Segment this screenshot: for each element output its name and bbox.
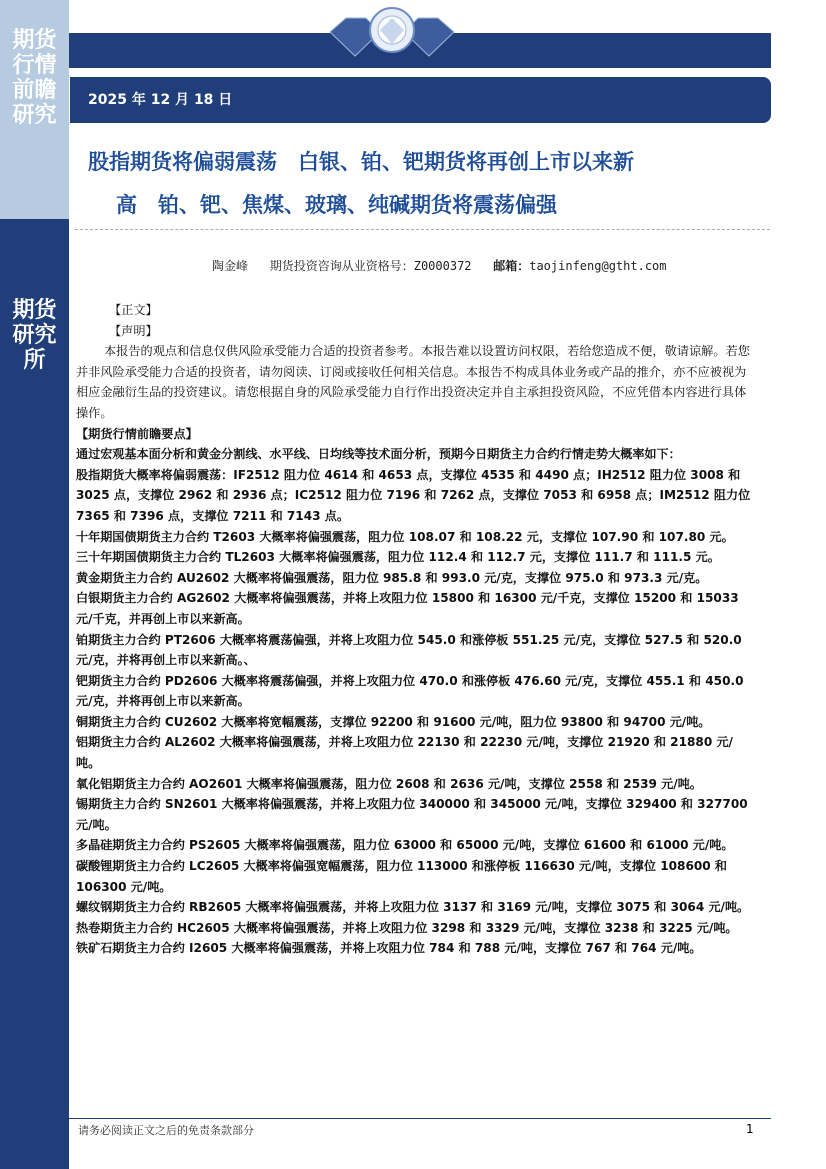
date-banner [70,77,771,123]
section-statement-label: 【声明】 [109,323,158,338]
intro-paragraph: 通过宏观基本面分析和黄金分割线、水平线、日均线等技术面分析，预期今日期货主力合约行情走势大概率如下： [76,447,681,462]
report-body [76,300,756,959]
forecast-item: 白银期货主力合约 AG2602 大概率将偏强震荡，并将上攻阻力位 15800 和 16300 元/千克，支撑位 15200 和 15033 元/千克，并再创上市以来新高。 [76,591,739,626]
sidebar-bottom-label: 期货研究所 [12,297,57,373]
report-date: 2025 年 12 月 18 日 [88,92,233,108]
forecast-item: 铁矿石期货主力合约 I2605 大概率将偏强震荡，并将上攻阻力位 784 和 788 元/吨，支撑位 767 和 764 元/吨。 [76,941,702,956]
divider [75,229,770,230]
author-name: 陶金峰 [212,259,249,273]
forecast-item: 氧化铝期货主力合约 AO2601 大概率将偏强震荡，阻力位 2608 和 2636 元/吨，支撑位 2558 和 2539 元/吨。 [76,776,702,791]
forecast-item: 黄金期货主力合约 AU2602 大概率将偏强震荡，阻力位 985.8 和 993.0 元/克，支撑位 975.0 和 973.3 元/克。 [76,570,708,585]
title-line-1: 股指期货将偏弱震荡 白银、铂、钯期货将再创上市以来新 [88,149,634,174]
footer-divider [69,1118,771,1119]
forecast-item: 锡期货主力合约 SN2601 大概率将偏强震荡，并将上攻阻力位 340000 和 345000 元/吨，支撑位 329400 和 327700 元/吨。 [76,797,748,832]
forecast-item: 铝期货主力合约 AL2602 大概率将偏强震荡，并将上攻阻力位 22130 和 22230 元/吨，支撑位 21920 和 21880 元/吨。 [76,735,733,771]
statement-paragraph: 本报告的观点和信息仅供风险承受能力合适的投资者参考。本报告难以设置访问权限，若给您造成不便，敬请谅解。若您并非风险承受能力合适的投资者，请勿阅读、订阅或接收任何相关信息。本报告不构成具体业务或产品的推介，亦不应被视为相应金融衍生品的投资建议。请您根据自身的风险承受能力自行作出投资决定并自主承担投资风险，不应凭借本内容进行具体操作。 [76,344,750,420]
section-main-label: 【正文】 [109,303,158,317]
forecast-item: 碳酸锂期货主力合约 LC2605 大概率将偏强宽幅震荡，阻力位 113000 和涨停板 116630 元/吨，支撑位 108600 和 106300 元/吨。 [76,859,727,894]
sidebar-top-label: 期货行情前瞻研究 [12,27,57,128]
forecast-item: 多晶硅期货主力合约 PS2605 大概率将偏强震荡，阻力位 63000 和 65000 元/吨，支撑位 61600 和 61000 元/吨。 [76,838,734,853]
cert-label: 期货投资咨询从业资格号： [269,259,414,273]
forecast-item: 十年期国债期货主力合约 T2603 大概率将偏强震荡，阻力位 108.07 和 108.22 元，支撑位 107.90 和 107.80 元。 [76,529,734,544]
author-email[interactable]: taojinfeng@gtht.com [529,259,667,273]
sidebar-top-panel [0,0,69,219]
cert-number: Z0000372 [413,259,472,273]
forecast-list [76,465,756,959]
report-title [88,140,768,226]
footer-disclaimer: 请务必阅读正文之后的免责条款部分 [78,1124,254,1137]
forecast-item: 铂期货主力合约 PT2606 大概率将震荡偏强，并将上攻阻力位 545.0 和涨停板 551.25 元/克，支撑位 527.5 和 520.0 元/克，并将再创上市以来新高。、 [76,632,742,668]
page-number: 1 [746,1122,754,1136]
forecast-item: 钯期货主力合约 PD2606 大概率将震荡偏强，并将上攻阻力位 470.0 和涨停板 476.60 元/克，支撑位 455.1 和 450.0 元/克，并将再创上市以来新高。 [76,673,744,709]
forecast-item: 股指期货大概率将偏弱震荡：IF2512 阻力位 4614 和 4653 点，支撑位 4535 和 4490 点；IH2512 阻力位 3008 和 3025 点，支撑位 2962 和 2936 点；IC2512 阻力位 7196 和 7262 点，支撑位 7053 和 6958 点；IM2512 阻力位 7365 和 7396 点，支撑位 7211 和 7143 点。 [76,467,751,523]
key-points-heading: 【期货行情前瞻要点】 [76,426,198,441]
email-label: 邮箱： [493,259,530,273]
forecast-item: 热卷期货主力合约 HC2605 大概率将偏强震荡，并将上攻阻力位 3298 和 3329 元/吨，支撑位 3238 和 3225 元/吨。 [76,920,738,935]
forecast-item: 铜期货主力合约 CU2602 大概率将宽幅震荡，支撑位 92200 和 91600 元/吨，阻力位 93800 和 94700 元/吨。 [76,714,711,729]
forecast-item: 三十年期国债期货主力合约 TL2603 大概率将偏强震荡，阻力位 112.4 和 112.7 元，支撑位 111.7 和 111.5 元。 [76,550,720,565]
forecast-item: 螺纹钢期货主力合约 RB2605 大概率将偏强震荡，并将上攻阻力位 3137 和 3169 元/吨，支撑位 3075 和 3064 元/吨。 [76,900,750,915]
author-line [212,257,667,274]
diamond-logo-icon [322,4,462,62]
title-line-2: 高 铂、钯、焦煤、玻璃、纯碱期货将震荡偏强 [116,192,557,217]
